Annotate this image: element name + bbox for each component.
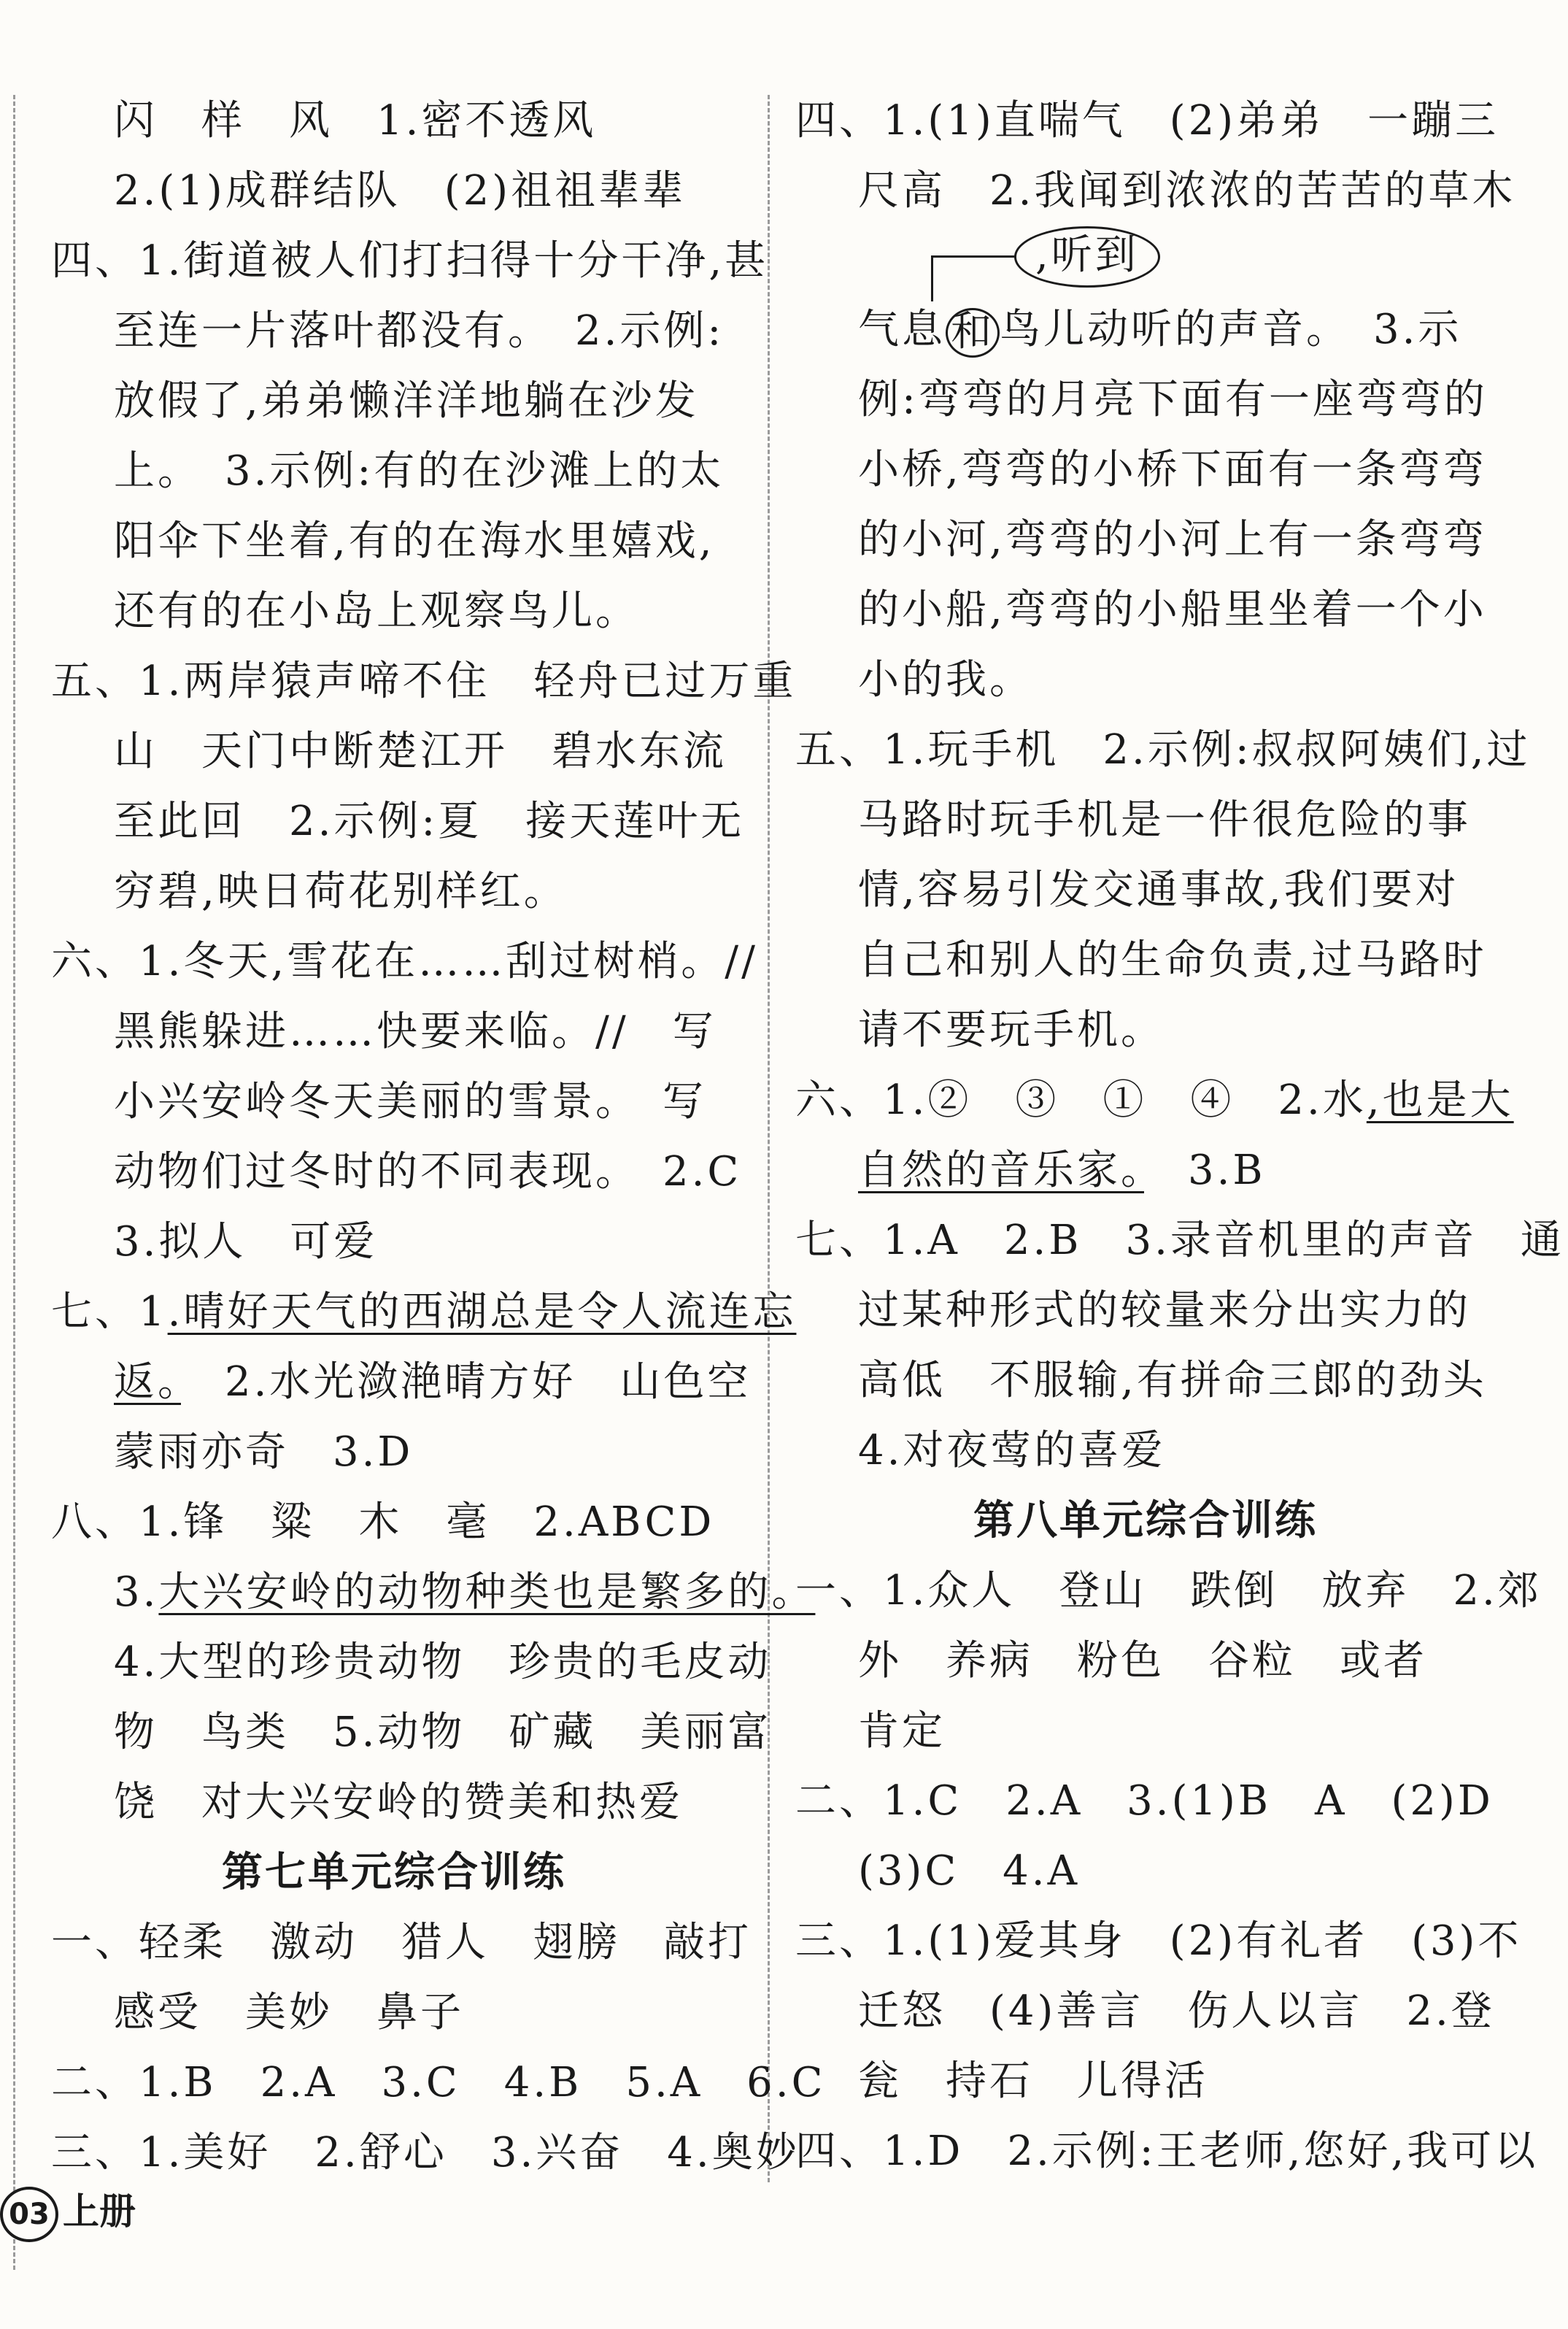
page-number: 03: [0, 2187, 58, 2242]
answer-line: 放假了,弟弟懒洋洋地躺在沙发: [114, 377, 699, 425]
answer-line: 上。 3.示例:有的在沙滩上的太: [114, 447, 725, 495]
answer-line: 五、1.玩手机 2.示例:叔叔阿姨们,过: [795, 726, 1531, 774]
answer-line: 物 鸟类 5.动物 矿藏 美丽富: [114, 1709, 772, 1756]
answer-line: 返。 2.水光潋滟晴方好 山色空: [114, 1358, 752, 1406]
answer-line: 四、1.D 2.示例:王老师,您好,我可以: [795, 2128, 1539, 2175]
answer-line: 的小船,弯弯的小船里坐着一个小: [858, 586, 1487, 634]
answer-line: 小兴安岭冬天美丽的雪景。 写: [114, 1078, 706, 1125]
underlined-answer: .晴好天气的西湖总是令人流连忘: [167, 1288, 797, 1336]
answer-line: 小的我。: [858, 656, 1033, 704]
answer-line: 四、1.街道被人们打扫得十分干净,甚: [51, 237, 769, 285]
answer-line: 一、轻柔 激动 猎人 翅膀 敲打: [51, 1919, 752, 1966]
underlined-answer: 自然的音乐家。: [858, 1147, 1144, 1194]
insert-answer-line: [795, 226, 1496, 365]
insertion-connector: [931, 255, 1016, 301]
answer-line: 阳伞下坐着,有的在海水里嬉戏,: [114, 517, 715, 565]
insert-line-pre: 气息: [858, 306, 946, 353]
answer-line: 迁怒 (4)善言 伤人以言 2.登: [858, 1987, 1495, 2035]
answer-line: 二、1.B 2.A 3.C 4.B 5.A 6.C: [51, 2059, 826, 2106]
insertion-bubble: ,听到: [1014, 226, 1160, 288]
answer-line: 4.大型的珍贵动物 珍贵的毛皮动: [114, 1639, 772, 1686]
answer-line: 高低 不服输,有拼命三郎的劲头: [858, 1357, 1487, 1404]
underlined-answer: 大兴安岭的动物种类也是繁多的。: [158, 1568, 816, 1616]
answer-line: 小桥,弯弯的小桥下面有一条弯弯: [858, 446, 1487, 493]
answer-line: 蒙雨亦奇 3.D: [114, 1428, 414, 1476]
volume-label: 上册: [63, 2190, 136, 2233]
answer-line: 自己和别人的生命负责,过马路时: [858, 936, 1487, 984]
answer-line: 至连一片落叶都没有。 2.示例:: [114, 307, 725, 355]
answer-line: 一、1.众人 登山 跌倒 放弃 2.郊: [795, 1567, 1542, 1614]
answer-line: 3.大兴安岭的动物种类也是繁多的。: [114, 1568, 816, 1616]
answer-line: 例:弯弯的月亮下面有一座弯弯的: [858, 376, 1488, 423]
answer-line: 动物们过冬时的不同表现。 2.C: [114, 1148, 742, 1196]
answer-line: 山 天门中断楚江开 碧水东流: [114, 728, 727, 775]
answer-line: 3.拟人 可爱: [114, 1218, 378, 1266]
answer-line: 六、1.冬天,雪花在……刮过树梢。//: [51, 938, 758, 985]
answer-line: 闪 样 风 1.密不透风: [114, 97, 597, 145]
answer-line: 饶 对大兴安岭的赞美和热爱: [114, 1779, 683, 1826]
answer-line: 至此回 2.示例:夏 接天莲叶无: [114, 798, 745, 845]
left-column: [51, 86, 826, 2188]
answer-line: 尺高 2.我闻到浓浓的苦苦的草木: [858, 167, 1516, 215]
answer-line: 六、1.② ③ ① ④ 2.水,也是大: [795, 1077, 1514, 1124]
answer-line: 二、1.C 2.A 3.(1)B A (2)D: [795, 1777, 1494, 1825]
answer-line: 三、1.(1)爱其身 (2)有礼者 (3)不: [795, 1917, 1522, 1965]
answer-line: 过某种形式的较量来分出实力的: [858, 1287, 1471, 1334]
answer-line: 四、1.(1)直喘气 (2)弟弟 一蹦三: [795, 97, 1499, 145]
underlined-answer: ,也是大: [1366, 1077, 1514, 1124]
answer-line: 黑熊躲进……快要来临。// 写: [114, 1008, 717, 1055]
section-heading: 第八单元综合训练: [973, 1497, 1318, 1544]
section-heading: 第七单元综合训练: [222, 1849, 566, 1896]
answer-line: 2.(1)成群结队 (2)祖祖辈辈: [114, 167, 687, 215]
answer-line: 五、1.两岸猿声啼不住 轻舟已过万重: [51, 658, 797, 705]
underlined-answer: 返。: [114, 1358, 181, 1406]
column-divider: [768, 95, 770, 2182]
answer-line: (3)C 4.A: [858, 1847, 1081, 1895]
answer-line: 七、1.A 2.B 3.录音机里的声音 通: [795, 1217, 1564, 1264]
right-column-bottom: [795, 365, 1564, 2187]
answer-line: 肯定: [858, 1707, 946, 1755]
answer-line: 还有的在小岛上观察鸟儿。: [114, 588, 639, 635]
answer-line: 情,容易引发交通事故,我们要对: [858, 866, 1459, 914]
insert-line-post: 鸟儿动听的声音。 3.示: [1000, 306, 1462, 353]
answer-line: 4.对夜莺的喜爱: [858, 1427, 1166, 1474]
answer-line: 请不要玩手机。: [858, 1006, 1165, 1054]
answer-line: 感受 美妙 鼻子: [114, 1989, 464, 2036]
left-margin-divider: [13, 95, 15, 2270]
answer-line: 瓮 持石 儿得活: [858, 2057, 1208, 2105]
circled-character: 和: [946, 308, 1000, 358]
answer-line: 穷碧,映日荷花别样红。: [114, 868, 568, 915]
right-column: [795, 86, 1564, 2187]
answer-line: 马路时玩手机是一件很危险的事: [858, 796, 1471, 844]
answer-line: 的小河,弯弯的小河上有一条弯弯: [858, 516, 1487, 563]
answer-line: 三、1.美好 2.舒心 3.兴奋 4.奥妙: [51, 2129, 800, 2176]
right-column-top: [795, 86, 1516, 226]
answer-line: 八、1.锋 粱 木 毫 2.ABCD: [51, 1498, 715, 1546]
answer-line: 自然的音乐家。 3.B: [858, 1147, 1266, 1194]
answer-line: 外 养病 粉色 谷粒 或者: [858, 1637, 1427, 1685]
answer-line: 七、1.晴好天气的西湖总是令人流连忘: [51, 1288, 797, 1336]
